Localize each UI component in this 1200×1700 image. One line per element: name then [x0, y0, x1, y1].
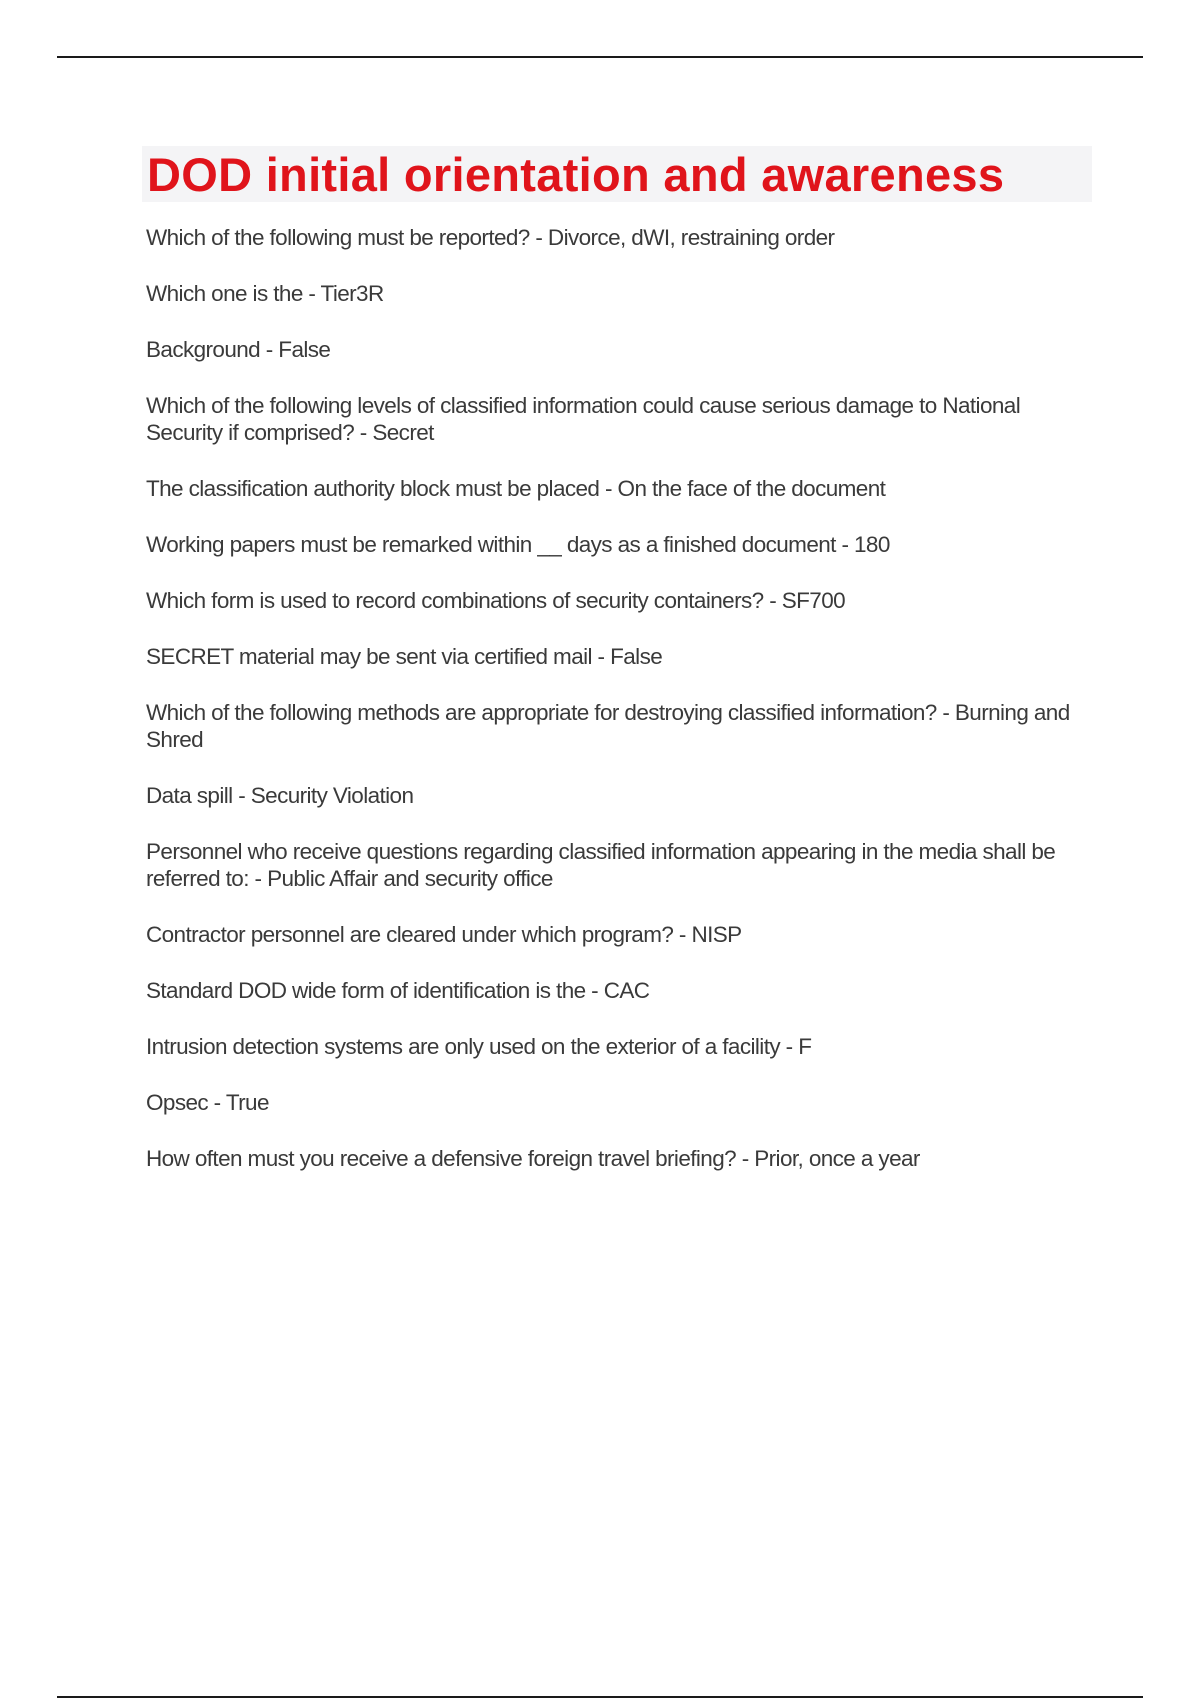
question-text: Which one is the	[146, 281, 303, 306]
document-body	[142, 146, 1092, 1201]
question-text: Contractor personnel are cleared under which program?	[146, 922, 674, 947]
answer-text: 180	[854, 532, 890, 557]
question-text: Which of the following must be reported?	[146, 225, 530, 250]
qa-item: Standard DOD wide form of identification is the - CAC	[146, 978, 650, 1003]
qa-item: Which of the following methods are appropriate for destroying classified information? - Burning and Shred	[146, 700, 1070, 752]
answer-text: Public Affair and security office	[267, 866, 553, 891]
title-band	[142, 146, 1092, 202]
question-text: Which form is used to record combinations of security containers?	[146, 588, 764, 613]
qa-item: Background - False	[146, 337, 331, 362]
answer-text: On the face of the document	[617, 476, 886, 501]
qa-item: Which form is used to record combinations of security containers? - SF700	[146, 588, 846, 613]
question-text: Opsec	[146, 1090, 209, 1115]
answer-text: Tier3R	[320, 281, 384, 306]
answer-text: NISP	[691, 922, 742, 947]
question-text: Personnel who receive questions regarding classified information appearing in the media shall be referred to:	[146, 839, 1056, 891]
qa-item: The classification authority block must be placed - On the face of the document	[146, 476, 886, 501]
answer-text: Divorce, dWI, restraining order	[547, 225, 835, 250]
question-text: The classification authority block must be placed	[146, 476, 600, 501]
question-text: Which of the following methods are appropriate for destroying classified information?	[146, 700, 937, 725]
qa-item: Contractor personnel are cleared under which program? - NISP	[146, 922, 742, 947]
answer-text: True	[225, 1090, 269, 1115]
question-text: Working papers must be remarked within __ days as a finished document	[146, 532, 836, 557]
qa-item: Working papers must be remarked within __ days as a finished document - 180	[146, 532, 890, 557]
question-text: Background	[146, 337, 261, 362]
question-text: Intrusion detection systems are only used on the exterior of a facility	[146, 1034, 780, 1059]
qa-item: How often must you receive a defensive foreign travel briefing? - Prior, once a year	[146, 1146, 920, 1171]
answer-text: F	[798, 1034, 812, 1059]
answer-text: Burning and Shred	[146, 700, 1070, 752]
answer-text: SF700	[781, 588, 846, 613]
qa-item: SECRET material may be sent via certified mail - False	[146, 644, 663, 669]
answer-text: False	[610, 644, 663, 669]
top-rule	[57, 56, 1143, 58]
document-title: DOD initial orientation and awareness	[147, 147, 1005, 201]
answer-text: Secret	[372, 420, 434, 445]
question-text: Standard DOD wide form of identification is the	[146, 978, 586, 1003]
bottom-rule	[57, 1696, 1143, 1698]
qa-item: Which of the following must be reported? - Divorce, dWI, restraining order	[146, 225, 835, 250]
qa-item: Which of the following levels of classified information could cause serious damage to National Security if comprised? - Secret	[146, 393, 1021, 445]
answer-text: CAC	[603, 978, 650, 1003]
qa-list	[142, 224, 1092, 1172]
question-text: SECRET material may be sent via certified mail	[146, 644, 592, 669]
question-text: Which of the following levels of classified information could cause serious damage to National Security if comprised?	[146, 393, 1021, 445]
qa-item: Which one is the - Tier3R	[146, 281, 384, 306]
qa-item: Personnel who receive questions regarding classified information appearing in the media shall be referred to: - Public Affair and security office	[146, 839, 1056, 891]
answer-text: False	[278, 337, 331, 362]
question-text: How often must you receive a defensive foreign travel briefing?	[146, 1146, 737, 1171]
qa-item: Opsec - True	[146, 1090, 269, 1115]
qa-item: Intrusion detection systems are only used on the exterior of a facility - F	[146, 1034, 812, 1059]
qa-item: Data spill - Security Violation	[146, 783, 414, 808]
answer-text: Prior, once a year	[754, 1146, 920, 1171]
question-text: Data spill	[146, 783, 233, 808]
answer-text: Security Violation	[250, 783, 414, 808]
